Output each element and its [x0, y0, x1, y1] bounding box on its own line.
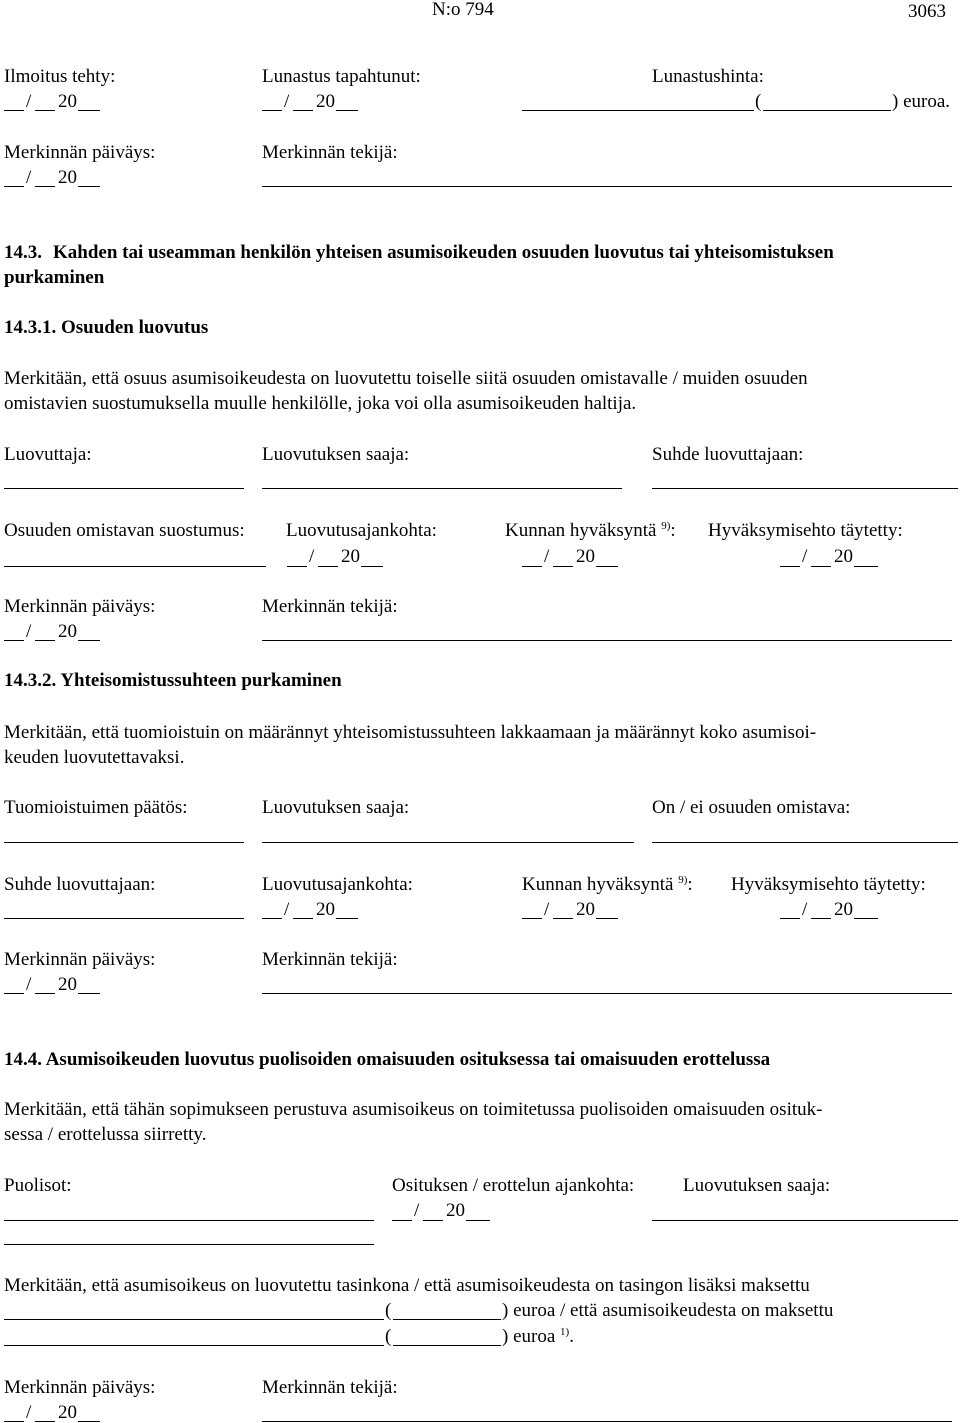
date-year-prefix: 20: [58, 91, 77, 112]
label-suhde-luovuttajaan: Suhde luovuttajaan:: [652, 444, 804, 465]
date-day-blank[interactable]: [4, 1421, 24, 1422]
date-slash: /: [26, 1402, 32, 1423]
date-year-blank[interactable]: [78, 110, 100, 111]
footnote-1: 1): [560, 1326, 570, 1338]
label-on-ei-osuuden-omistava: On / ei osuuden omistava:: [652, 797, 851, 818]
label-merkinnan-paivays: Merkinnän päiväys:: [4, 596, 156, 617]
date-slash: /: [26, 974, 32, 995]
date-slash: /: [802, 899, 808, 920]
date-year-prefix: 20: [576, 899, 595, 920]
date-month-blank[interactable]: [423, 1220, 443, 1221]
date-slash: /: [802, 546, 808, 567]
date-year-blank[interactable]: [336, 110, 358, 111]
paragraph-line: sessa / erottelussa siirretty.: [4, 1124, 207, 1145]
label-luovutusajankohta: Luovutusajankohta:: [286, 520, 437, 541]
paragraph-line: Merkitään, että osuus asumisoikeudesta on luovutettu toiselle siitä osuuden omistavalle / muiden osuuden: [4, 368, 808, 389]
date-month-blank[interactable]: [811, 918, 831, 919]
date-slash: /: [309, 546, 315, 567]
maksettu-words-blank[interactable]: [393, 1345, 501, 1346]
label-merkinnan-paivays: Merkinnän päiväys:: [4, 949, 156, 970]
label-merkinnan-tekija: Merkinnän tekijä:: [262, 596, 398, 617]
label-merkinnan-tekija: Merkinnän tekijä:: [262, 949, 398, 970]
luovuttaja-blank[interactable]: [4, 488, 244, 489]
date-year-blank[interactable]: [78, 640, 100, 641]
label-lunastushinta: Lunastushinta:: [652, 66, 764, 87]
date-month-blank[interactable]: [35, 110, 55, 111]
euroa-close: ) euroa / että asumisoikeudesta on maksettu: [502, 1300, 834, 1321]
tuomioistuimen-paatos-blank[interactable]: [4, 842, 244, 843]
date-slash: /: [284, 899, 290, 920]
date-day-blank[interactable]: [4, 993, 24, 994]
date-slash: /: [26, 167, 32, 188]
date-year-blank[interactable]: [466, 1220, 490, 1221]
label-tuomioistuimen-paatos: Tuomioistuimen päätös:: [4, 797, 188, 818]
date-day-blank[interactable]: [392, 1220, 412, 1221]
date-year-blank[interactable]: [854, 566, 878, 567]
paragraph-line: Merkitään, että tähän sopimukseen perustuva asumisoikeus on toimitetussa puolisoiden omaisuuden osituk-: [4, 1099, 823, 1120]
suhde-luovuttajaan-blank[interactable]: [4, 918, 244, 919]
label-lunastus-tapahtunut: Lunastus tapahtunut:: [262, 66, 421, 87]
date-day-blank[interactable]: [287, 566, 307, 567]
luovutuksen-saaja-blank[interactable]: [262, 488, 622, 489]
date-slash: /: [414, 1200, 420, 1221]
subsection-title: 14.3.2. Yhteisomistussuhteen purkaminen: [4, 670, 342, 691]
date-day-blank[interactable]: [780, 566, 800, 567]
luovutuksen-saaja-blank[interactable]: [652, 1220, 958, 1221]
label-luovutuksen-saaja: Luovutuksen saaja:: [262, 797, 410, 818]
kunnan-hyvaksynta-text: Kunnan hyväksyntä: [522, 874, 674, 895]
date-year-prefix: 20: [834, 546, 853, 567]
label-osuuden-omistavan-suostumus: Osuuden omistavan suostumus:: [4, 520, 245, 541]
colon: :: [687, 874, 693, 895]
date-slash: /: [284, 91, 290, 112]
paren-open: (: [385, 1300, 392, 1321]
label-merkinnan-tekija: Merkinnän tekijä:: [262, 142, 398, 163]
date-year-prefix: 20: [58, 974, 77, 995]
label-merkinnan-tekija: Merkinnän tekijä:: [262, 1377, 398, 1398]
date-day-blank[interactable]: [522, 918, 542, 919]
date-day-blank[interactable]: [262, 918, 282, 919]
date-slash: /: [544, 899, 550, 920]
document-number: N:o 794: [432, 0, 494, 20]
date-year-prefix: 20: [446, 1200, 465, 1221]
label-luovuttaja: Luovuttaja:: [4, 444, 92, 465]
date-month-blank[interactable]: [553, 566, 573, 567]
merkinnan-tekija-blank[interactable]: [262, 993, 952, 994]
kunnan-hyvaksynta-text: Kunnan hyväksyntä: [505, 520, 657, 541]
maksettu-amount-blank[interactable]: [4, 1345, 384, 1346]
page-number: 3063: [908, 1, 946, 22]
date-year-blank[interactable]: [336, 918, 358, 919]
date-year-prefix: 20: [316, 899, 335, 920]
label-hyvaksymisehto-taytetty: Hyväksymisehto täytetty:: [708, 520, 903, 541]
paragraph-line: omistavien suostumuksella muulle henkilölle, joka voi olla asumisoikeuden haltija.: [4, 393, 637, 414]
tasinko-words-blank[interactable]: [393, 1319, 501, 1320]
date-year-blank[interactable]: [78, 186, 100, 187]
date-month-blank[interactable]: [293, 110, 313, 111]
date-month-blank[interactable]: [35, 186, 55, 187]
colon: :: [670, 520, 676, 541]
label-hyvaksymisehto-taytetty: Hyväksymisehto täytetty:: [731, 874, 926, 895]
date-year-blank[interactable]: [596, 918, 618, 919]
date-day-blank[interactable]: [4, 640, 24, 641]
date-month-blank[interactable]: [35, 1421, 55, 1422]
puoliso-2-blank[interactable]: [4, 1244, 374, 1245]
label-osituksen-ajankohta: Osituksen / erottelun ajankohta:: [392, 1175, 635, 1196]
label-merkinnan-paivays: Merkinnän päiväys:: [4, 1377, 156, 1398]
date-year-prefix: 20: [58, 167, 77, 188]
paragraph-line: Merkitään, että asumisoikeus on luovutettu tasinkona / että asumisoikeudesta on tasingon lisäksi maksettu: [4, 1275, 810, 1296]
label-puolisot: Puolisot:: [4, 1175, 72, 1196]
osuuden-omistava-blank[interactable]: [652, 842, 958, 843]
luovutuksen-saaja-blank[interactable]: [262, 842, 634, 843]
label-luovutusajankohta: Luovutusajankohta:: [262, 874, 413, 895]
date-year-blank[interactable]: [361, 566, 383, 567]
date-month-blank[interactable]: [318, 566, 338, 567]
label-luovutuksen-saaja: Luovutuksen saaja:: [262, 444, 410, 465]
date-year-blank[interactable]: [78, 1421, 100, 1422]
date-month-blank[interactable]: [293, 918, 313, 919]
date-month-blank[interactable]: [553, 918, 573, 919]
date-year-prefix: 20: [341, 546, 360, 567]
label-suhde-luovuttajaan: Suhde luovuttajaan:: [4, 874, 156, 895]
date-year-blank[interactable]: [596, 566, 618, 567]
date-year-blank[interactable]: [854, 918, 878, 919]
label-kunnan-hyvaksynta: [522, 875, 693, 894]
suostumus-blank[interactable]: [4, 566, 266, 567]
period: .: [569, 1326, 574, 1347]
date-year-prefix: 20: [576, 546, 595, 567]
merkinnan-tekija-blank[interactable]: [262, 640, 952, 641]
section-number: 14.3.: [4, 242, 42, 263]
label-luovutuksen-saaja: Luovutuksen saaja:: [683, 1175, 831, 1196]
suhde-luovuttajaan-blank[interactable]: [652, 488, 958, 489]
date-year-prefix: 20: [58, 621, 77, 642]
date-slash: /: [26, 621, 32, 642]
section-title-cont: purkaminen: [4, 267, 105, 288]
date-month-blank[interactable]: [35, 993, 55, 994]
puoliso-1-blank[interactable]: [4, 1220, 374, 1221]
date-month-blank[interactable]: [35, 640, 55, 641]
tasinko-amount-blank[interactable]: [4, 1319, 384, 1320]
footnote-9: 9): [678, 874, 688, 886]
merkinnan-tekija-blank[interactable]: [262, 186, 952, 187]
merkinnan-tekija-blank[interactable]: [262, 1421, 952, 1422]
section-title: 14.4. Asumisoikeuden luovutus puolisoiden omaisuuden osituksessa tai omaisuuden erottelussa: [4, 1049, 771, 1070]
date-year-prefix: 20: [316, 91, 335, 112]
footnote-9: 9): [661, 520, 671, 532]
label-ilmoitus-tehty: Ilmoitus tehty:: [4, 66, 116, 87]
date-day-blank[interactable]: [780, 918, 800, 919]
label-kunnan-hyvaksynta: [505, 521, 676, 540]
date-day-blank[interactable]: [4, 110, 24, 111]
date-day-blank[interactable]: [522, 566, 542, 567]
date-day-blank[interactable]: [4, 186, 24, 187]
date-year-prefix: 20: [58, 1402, 77, 1423]
euroa-close-text: ) euroa: [502, 1326, 556, 1347]
euroa-close: [502, 1327, 574, 1346]
paren-open: (: [385, 1326, 392, 1347]
date-year-blank[interactable]: [78, 993, 100, 994]
lunastushinta-amount-blank[interactable]: [522, 110, 754, 111]
paragraph-line: Merkitään, että tuomioistuin on määrännyt yhteisomistussuhteen lakkaamaan ja määrännyt koko asumisoi-: [4, 722, 817, 743]
paren-open: (: [755, 91, 762, 112]
date-slash: /: [26, 91, 32, 112]
euroa-close: ) euroa.: [892, 91, 951, 112]
date-year-prefix: 20: [834, 899, 853, 920]
section-title: Kahden tai useamman henkilön yhteisen asumisoikeuden osuuden luovutus tai yhteisomistuksen: [53, 242, 834, 263]
paragraph-line: keuden luovutettavaksi.: [4, 747, 185, 768]
date-day-blank[interactable]: [262, 110, 282, 111]
date-month-blank[interactable]: [811, 566, 831, 567]
lunastushinta-words-blank[interactable]: [763, 110, 891, 111]
date-slash: /: [544, 546, 550, 567]
label-merkinnan-paivays: Merkinnän päiväys:: [4, 142, 156, 163]
subsection-title: 14.3.1. Osuuden luovutus: [4, 317, 209, 338]
